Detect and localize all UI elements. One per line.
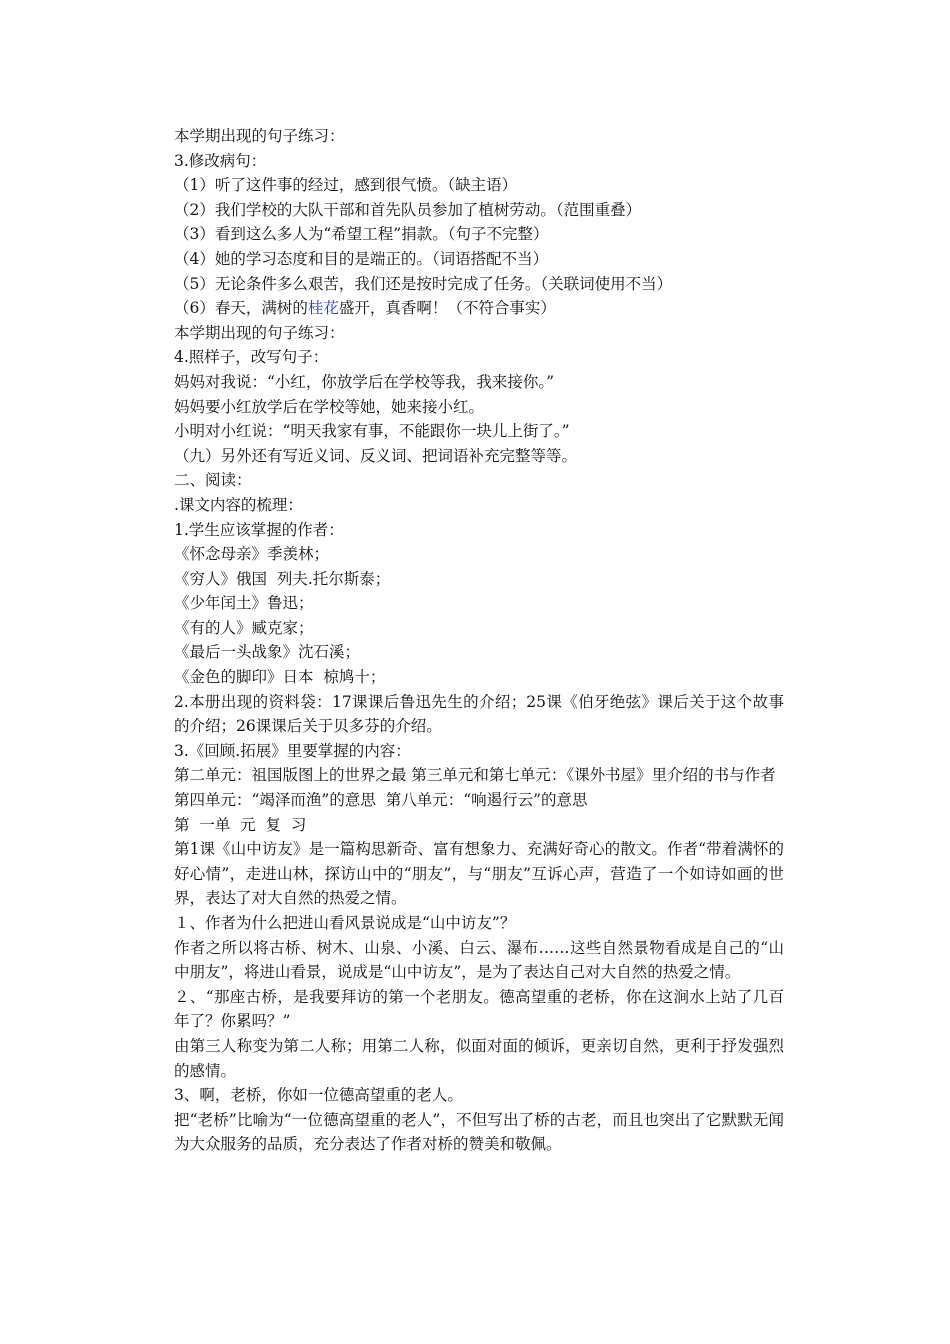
exercise-item: （3）看到这么多人为“希望工程”捐款。（句子不完整） bbox=[174, 225, 549, 244]
paragraph: 把“老桥”比喻为“一位德高望重的老人”，不但写出了桥的古老，而且也突出了它默默无闻为大众服务的品质，充分表达了作者对桥的赞美和敬佩。 bbox=[174, 1110, 784, 1154]
author-item: 《金色的脚印》日本 椋鸠十； bbox=[174, 668, 386, 687]
author-item: 《少年闰土》鲁迅； bbox=[174, 594, 314, 613]
document-body bbox=[174, 124, 784, 1157]
subsection-heading: .课文内容的梳理： bbox=[174, 495, 303, 514]
question: 3、啊，老桥，你如一位德高望重的老人。 bbox=[174, 1086, 463, 1105]
author-item: 《怀念母亲》季羡林； bbox=[174, 545, 330, 564]
exercise-heading: 3.修改病句： bbox=[174, 151, 267, 170]
exercise-item: （4）她的学习态度和目的是端正的。（词语搭配不当） bbox=[174, 249, 549, 268]
paragraph: 作者之所以将古桥、树木、山泉、小溪、白云、瀑布……这些自然景物看成是自己的“山中朋友”，将进山看景，说成是“山中访友”，是为了表达自己对大自然的热爱之情。 bbox=[174, 938, 784, 982]
author-item: 《有的人》臧克家； bbox=[174, 618, 314, 637]
paragraph: 第四单元：“竭泽而渔”的意思 第八单元：“响遏行云”的意思 bbox=[174, 791, 588, 810]
question: ２、“那座古桥，是我要拜访的第一个老朋友。德高望重的老桥，你在这涧水上站了几百年了？你累吗？” bbox=[174, 987, 784, 1031]
note-line: （九）另外还有写近义词、反义词、把词语补充完整等等。 bbox=[174, 446, 578, 465]
paragraph: 2.本册出现的资料袋：17课课后鲁迅先生的介绍；25课《伯牙绝弦》课后关于这个故事的介绍；26课课后关于贝多芬的介绍。 bbox=[174, 692, 784, 736]
subsection-heading: 1.学生应该掌握的作者： bbox=[174, 520, 344, 539]
highlighted-word-link[interactable]: 桂花 bbox=[307, 299, 339, 318]
exercise-heading: 4.照样子，改写句子： bbox=[174, 348, 329, 367]
example-sentence: 小明对小红说：“明天我家有事，不能跟你一块儿上街了。” bbox=[174, 422, 570, 441]
author-item: 《最后一头战象》沈石溪； bbox=[174, 643, 361, 662]
section-heading: 本学期出现的句子练习： bbox=[174, 127, 345, 145]
example-sentence: 妈妈对我说：“小红，你放学后在学校等我，我来接你。” bbox=[174, 372, 555, 391]
exercise-item: （1）听了这件事的经过，感到很气愤。（缺主语） bbox=[174, 176, 518, 195]
paragraph: 由第三人称变为第二人称；用第二人称，似面对面的倾诉，更亲切自然，更利于抒发强烈的感情。 bbox=[174, 1036, 784, 1080]
author-item: 《穷人》俄国 列夫.托尔斯泰； bbox=[174, 569, 391, 588]
paragraph: 第二单元：祖国版图上的世界之最 第三单元和第七单元：《课外书屋》里介绍的书与作者 bbox=[174, 766, 776, 785]
example-sentence: 妈妈要小红放学后在学校等她，她来接小红。 bbox=[174, 397, 485, 416]
exercise-text: 盛开，真香啊！（不符合事实） bbox=[338, 299, 556, 318]
exercise-item: （2）我们学校的大队干部和首先队员参加了植树劳动。（范围重叠） bbox=[174, 200, 642, 219]
unit-review-heading: 第 一单 元 复 习 bbox=[174, 815, 307, 834]
exercise-text: （6）春天，满树的 bbox=[174, 299, 308, 318]
subsection-heading: 3.《回顾.拓展》里要掌握的内容： bbox=[174, 741, 411, 760]
exercise-item: （5）无论条件多么艰苦，我们还是按时完成了任务。（关联词使用不当） bbox=[174, 274, 673, 293]
question: １、作者为什么把进山看风景说成是“山中访友”？ bbox=[174, 914, 516, 932]
exercise-item bbox=[174, 296, 784, 321]
section-heading: 二、阅读： bbox=[174, 471, 252, 490]
paragraph: 第1课《山中访友》是一篇构思新奇、富有想象力、充满好奇心的散文。作者“带着满怀的好心情”，走进山林，探访山中的“朋友”，与“朋友”互诉心声，营造了一个如诗如画的世界，表达了对大自然的热爱之情。 bbox=[174, 840, 784, 908]
section-heading: 本学期出现的句子练习： bbox=[174, 323, 345, 342]
